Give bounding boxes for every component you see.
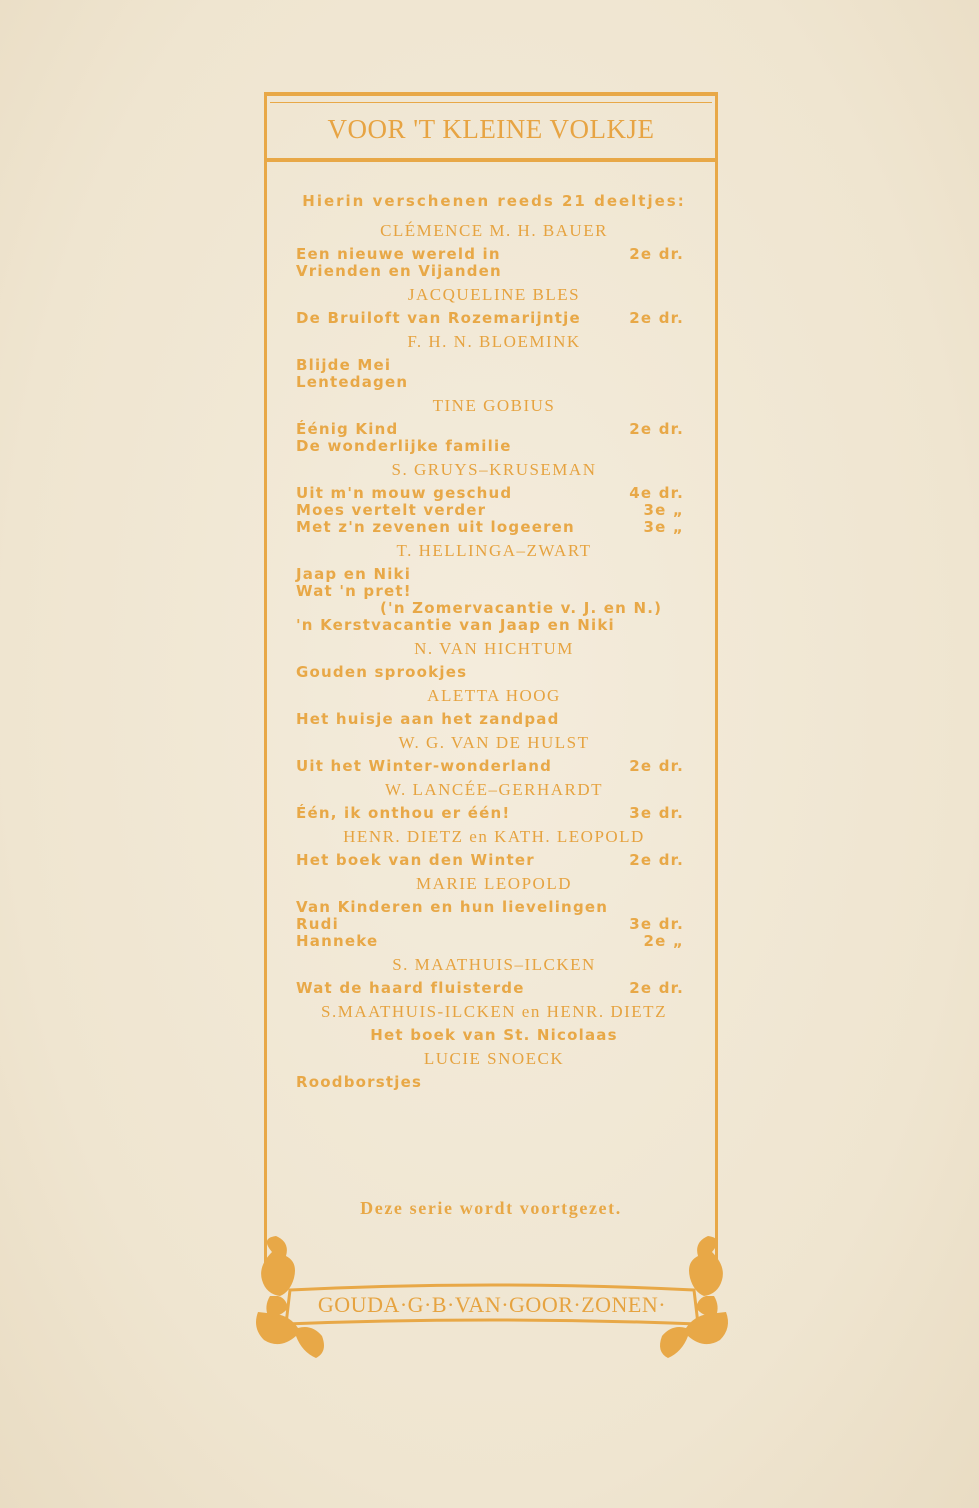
book-row [296,566,692,583]
book-title: Moes vertelt verder [296,501,487,519]
book-row [296,617,692,634]
book-row [296,583,692,600]
book-row [296,421,692,438]
book-title: Vrienden en Vijanden [296,262,502,280]
intro-text: Hierin verschenen reeds 21 deeltjes: [302,192,686,210]
author-name: S. GRUYS–KRUSEMAN [391,460,597,479]
author-name: S. MAATHUIS–ILCKEN [392,955,596,974]
author-name: N. VAN HICHTUM [414,639,574,658]
book-title: Lentedagen [296,373,409,391]
book-row [296,357,692,374]
book-title: Uit het Winter-wonderland [296,757,553,775]
book-row [296,1027,692,1044]
book-row [296,805,692,822]
book-title: Roodborstjes [296,1073,423,1091]
book-edition: 3e dr. [629,804,684,822]
book-title: Jaap en Niki [296,565,412,583]
publisher-banner [250,1232,734,1372]
author-name: TINE GOBIUS [432,396,556,415]
book-row [296,916,692,933]
book-row [296,246,692,263]
book-title: Rudi [296,915,339,933]
book-row [296,711,692,728]
book-title: De wonderlijke familie [296,437,512,455]
closing-note: Deze serie wordt voortgezet. [360,1198,622,1218]
book-edition: 2e dr. [629,757,684,775]
author-name: LUCIE SNOECK [423,1049,565,1068]
book-row [296,438,692,455]
author-entries [296,222,692,1091]
author-name: MARIE LEOPOLD [416,874,572,893]
book-title: 'n Kerstvacantie van Jaap en Niki [296,616,615,634]
book-row [296,980,692,997]
book-title: Wat 'n pret! [296,582,412,600]
book-edition: 2e „ [643,932,684,950]
book-edition: 3e „ [643,501,684,519]
author-name: S.MAATHUIS-ILCKEN en HENR. DIETZ [321,1002,667,1021]
book-title: Blijde Mei [296,356,392,374]
publisher-name: GOUDA·G·B·VAN·GOOR·ZONEN· [317,1292,667,1317]
book-row [296,263,692,280]
book-edition: 4e dr. [629,484,684,502]
author-name: HENR. DIETZ en KATH. LEOPOLD [343,827,645,846]
book-title: Éénig Kind [296,420,399,438]
book-title: Het boek van den Winter [296,851,535,869]
author-name: ALETTA HOOG [427,686,561,705]
book-edition: 3e dr. [629,915,684,933]
book-title: De Bruiloft van Rozemarijntje [296,309,581,327]
book-row [296,485,692,502]
series-title: VOOR 'T KLEINE VOLKJE [327,114,655,144]
book-edition: 2e dr. [629,420,684,438]
author-name: JACQUELINE BLES [407,285,581,304]
author-name: W. LANCÉE–GERHARDT [384,780,604,799]
author-name: T. HELLINGA–ZWART [396,541,592,560]
header [264,96,718,166]
book-row [296,600,692,617]
book-title: Het huisje aan het zandpad [296,710,560,728]
book-title: Een nieuwe wereld in [296,245,501,263]
author-name: CLÉMENCE M. H. BAUER [380,221,608,240]
book-title: Wat de haard fluisterde [296,979,525,997]
book-row [296,852,692,869]
book-row [296,758,692,775]
book-edition: 2e dr. [629,851,684,869]
book-title: ('n Zomervacantie v. J. en N.) [380,599,663,617]
book-edition: 2e dr. [629,979,684,997]
book-row [296,1074,692,1091]
header-rule-bottom [264,158,718,162]
book-edition: 3e „ [643,518,684,536]
author-name: F. H. N. BLOEMINK [407,332,581,351]
book-row [296,374,692,391]
book-edition: 2e dr. [629,245,684,263]
book-row [296,664,692,681]
book-title: Van Kinderen en hun lievelingen [296,898,609,916]
book-row [296,899,692,916]
book-row [296,310,692,327]
book-row [296,519,692,536]
book-edition: 2e dr. [629,309,684,327]
author-name: W. G. VAN DE HULST [398,733,590,752]
book-title: Uit m'n mouw geschud [296,484,513,502]
book-list [296,193,692,1091]
book-row [296,933,692,950]
header-rule-top [270,102,712,103]
book-title: Het boek van St. Nicolaas [370,1026,618,1044]
book-title: Hanneke [296,932,379,950]
book-title: Één, ik onthou er één! [296,804,511,822]
book-title: Gouden sprookjes [296,663,468,681]
book-title: Met z'n zevenen uit logeeren [296,518,575,536]
book-row [296,502,692,519]
